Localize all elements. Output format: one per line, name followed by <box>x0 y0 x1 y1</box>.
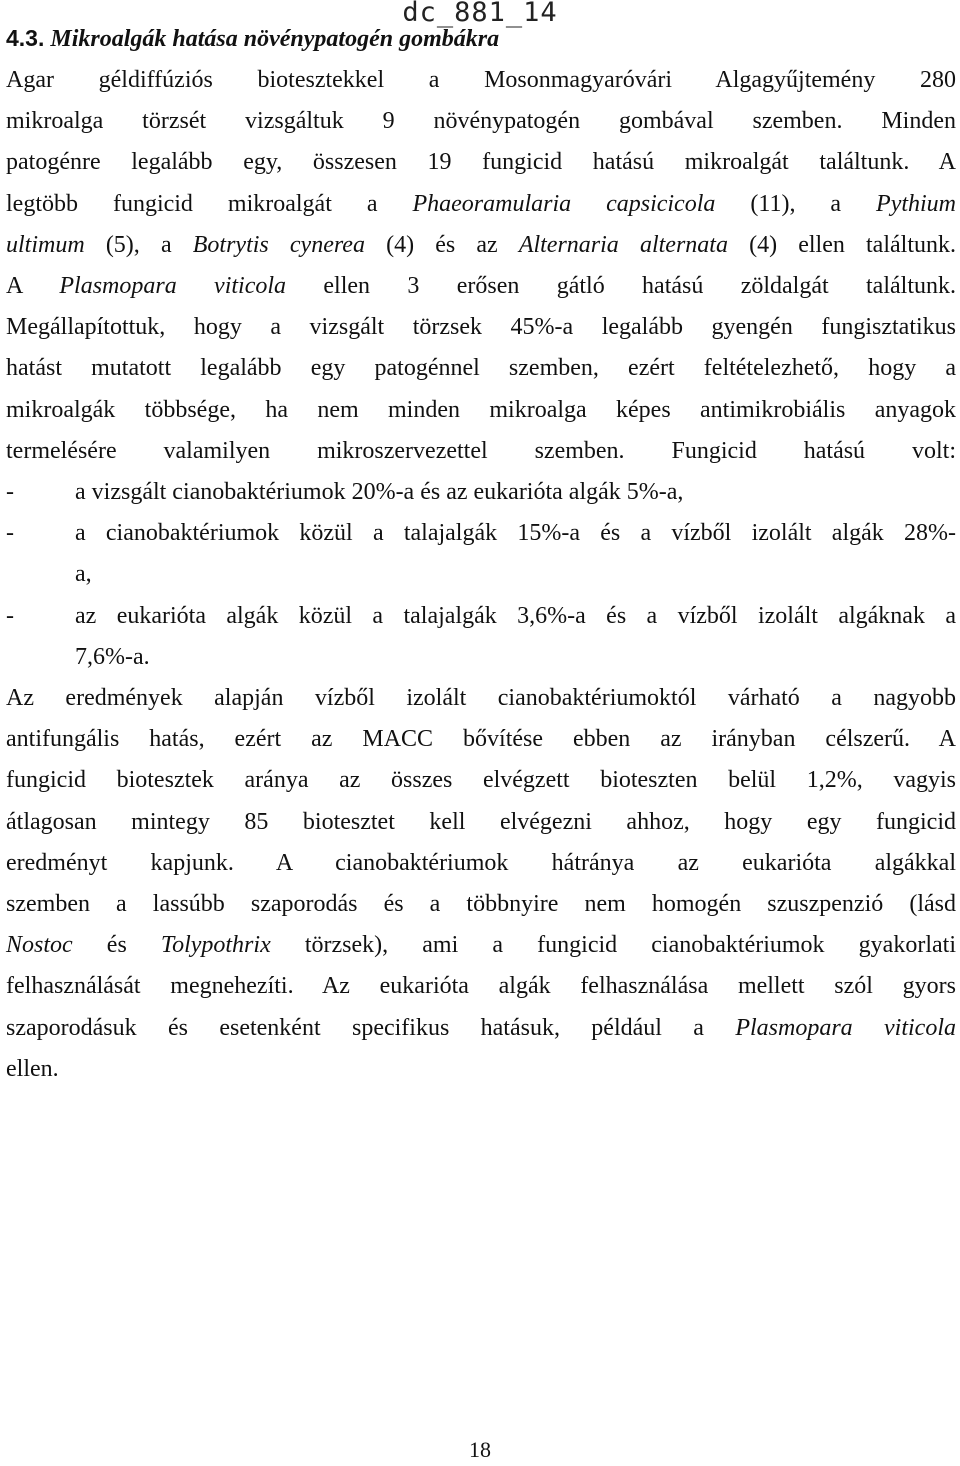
text-line: Agar géldiffúziós biotesztekkel a Mosonmagyaróvári Algagyűjtemény 280 <box>6 67 956 93</box>
list-item <box>6 513 956 595</box>
text-line <box>6 225 956 266</box>
text-line <box>6 184 956 225</box>
species-name: Pythium <box>876 190 957 217</box>
section-heading <box>6 18 956 60</box>
section-number: 4.3. <box>6 25 45 51</box>
text-run: (4) ellen találtunk. <box>727 231 956 258</box>
species-name: Phaeoramularia capsicicola <box>412 190 716 217</box>
text-run: szaporodásuk és esetenként specifikus hatásuk, például a <box>6 1014 736 1041</box>
text-line <box>6 1008 956 1049</box>
text-line: 7,6%-a. <box>75 643 150 670</box>
text-line: a, <box>75 561 92 588</box>
page-content <box>6 18 956 1090</box>
text-line: szemben a lassúbb szaporodás és a többnyire nem homogén szuszpenzió (lásd <box>6 891 956 918</box>
page-number: 18 <box>469 1437 491 1462</box>
list-dash: - <box>6 602 14 629</box>
list-item <box>6 596 956 678</box>
species-name: Alternaria alternata <box>518 231 728 258</box>
text-run: A <box>6 273 60 300</box>
text-run: ellen 3 erősen gátló hatású zöldalgát találtunk. <box>286 273 956 300</box>
species-name: Botrytis cynerea <box>192 231 365 258</box>
genus-name: Nostoc <box>6 932 73 959</box>
text-line: patogénre legalább egy, összesen 19 fungicid hatású mikroalgát találtunk. A <box>6 149 956 176</box>
fungicide-list <box>6 472 956 678</box>
text-line <box>6 266 956 307</box>
text-line: az eukarióta algák közül a talajalgák 3,6%-a és a vízből izolált algáknak a <box>75 602 956 629</box>
paragraph-results <box>6 60 956 472</box>
document-id-header: dc_881_14 <box>402 0 558 28</box>
text-run: törzsek), ami a fungicid cianobaktériumok gyakorlati <box>270 932 956 959</box>
genus-name: Tolypothrix <box>160 932 271 959</box>
text-line <box>6 925 956 966</box>
text-line: Megállapítottuk, hogy a vizsgált törzsek 45%-a legalább gyengén fungisztatikus <box>6 314 956 341</box>
text-line: ellen. <box>6 1055 59 1082</box>
text-line: a cianobaktériumok közül a talajalgák 15%-a és a vízből izolált algák 28%- <box>75 520 956 547</box>
text-line: felhasználását megnehezíti. Az eukarióta algák felhasználása mellett szól gyors <box>6 973 956 1000</box>
text-run: (5), a <box>84 231 193 258</box>
text-run: (11), a <box>715 190 877 217</box>
text-line: termelésére valamilyen mikroszervezettel szemben. Fungicid hatású volt: <box>6 437 956 464</box>
list-item <box>6 472 956 513</box>
section-title: Mikroalgák hatása növénypatogén gombákra <box>50 26 500 52</box>
text-line: hatást mutatott legalább egy patogénnel szemben, ezért feltételezhető, hogy a <box>6 355 956 382</box>
text-line: átlagosan mintegy 85 biotesztet kell elvégezni ahhoz, hogy egy fungicid <box>6 808 956 835</box>
list-dash: - <box>6 520 14 547</box>
species-name: ultimum <box>6 231 85 258</box>
text-run: és <box>72 932 161 959</box>
text-line: mikroalga törzsét vizsgáltuk 9 növénypatogén gombával szemben. Minden <box>6 108 956 135</box>
text-run: (4) és az <box>364 231 519 258</box>
text-line: a vizsgált cianobaktériumok 20%-a és az eukarióta algák 5%-a, <box>75 479 684 506</box>
text-run: legtöbb fungicid mikroalgát a <box>6 190 413 217</box>
list-dash: - <box>6 479 14 506</box>
species-name: Plasmopara viticola <box>59 273 287 300</box>
text-line: eredményt kapjunk. A cianobaktériumok hátránya az eukarióta algákkal <box>6 849 956 876</box>
text-line: fungicid biotesztek aránya az összes elvégzett bioteszten belül 1,2%, vagyis <box>6 767 956 794</box>
paragraph-conclusions <box>6 678 956 1090</box>
text-line: mikroalgák többsége, ha nem minden mikroalga képes antimikrobiális anyagok <box>6 396 956 423</box>
species-name: Plasmopara viticola <box>735 1014 956 1041</box>
text-line: antifungális hatás, ezért az MACC bővítése ebben az irányban célszerű. A <box>6 726 956 753</box>
text-line: Az eredmények alapján vízből izolált cianobaktériumoktól várható a nagyobb <box>6 685 956 712</box>
